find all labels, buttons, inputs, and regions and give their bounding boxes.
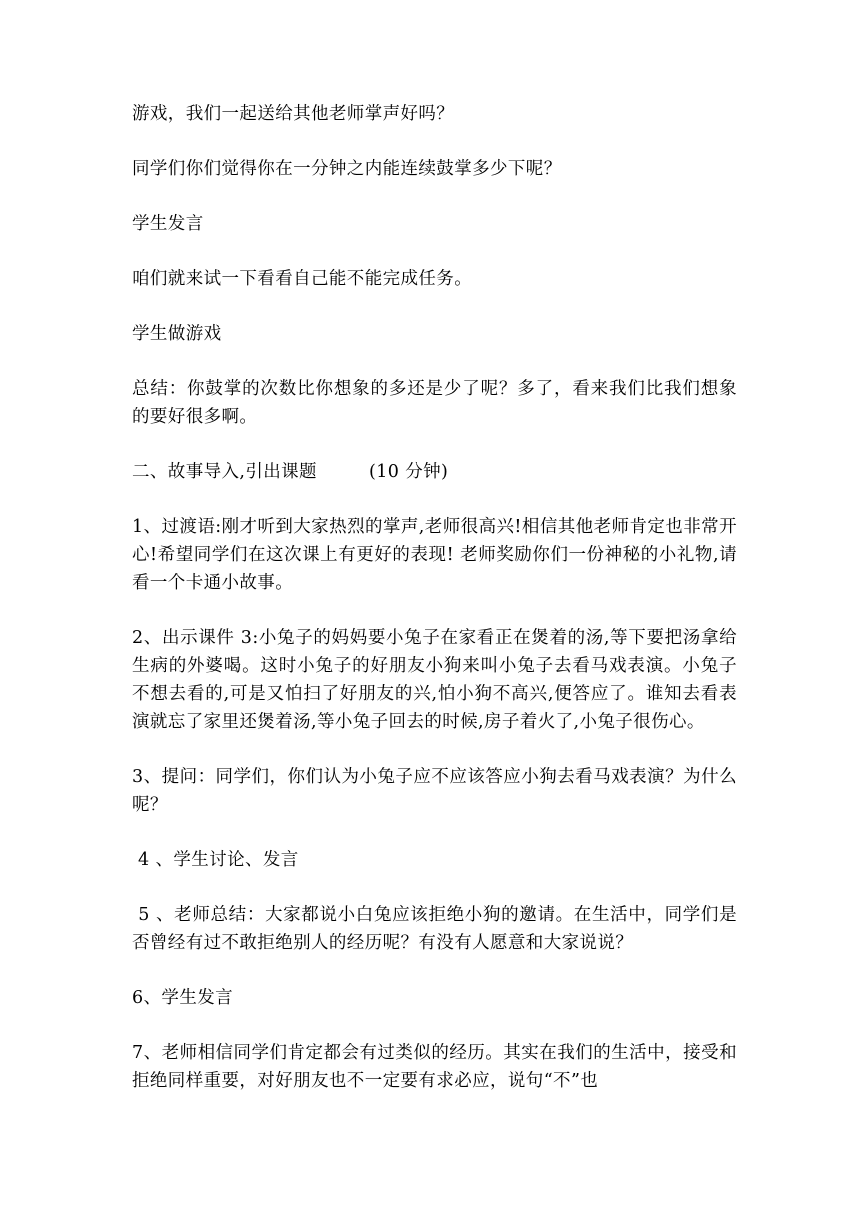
paragraph-student-speak: 学生发言: [132, 214, 204, 234]
document-body: [132, 100, 737, 1122]
paragraph-clap-question: 同学们你们觉得你在一分钟之内能连续鼓掌多少下呢？: [132, 159, 562, 179]
section-heading: [132, 458, 737, 486]
paragraph-story: 2、出示课件 3:小兔子的妈妈要小兔子在家看正在煲着的汤,等下要把汤拿给生病的外婆喝。这时小兔子的好朋友小狗来叫小兔子去看马戏表演。小兔子不想去看的,可是又怕扫了好朋友的兴,怕小狗不高兴,便答应了。谁知去看表演就忘了家里还煲着汤,等小兔子回去的时候,房子着火了,小兔子很伤心。: [132, 628, 737, 732]
paragraph-teacher-summary: 5 、老师总结：大家都说小白兔应该拒绝小狗的邀请。在生活中，同学们是否曾经有过不敢拒绝别人的经历呢？有没有人愿意和大家说说？: [132, 905, 737, 953]
paragraph-question: 3、提问：同学们，你们认为小兔子应不应该答应小狗去看马戏表演？为什么呢？: [132, 767, 737, 815]
section-heading-duration: (10 分钟): [368, 462, 449, 482]
paragraph-experience: 7、老师相信同学们肯定都会有过类似的经历。其实在我们的生活中，接受和拒绝同样重要，对好朋友也不一定要有求必应，说句“不”也: [132, 1043, 737, 1091]
paragraph-transition: 1、过渡语:刚才听到大家热烈的掌声,老师很高兴!相信其他老师肯定也非常开心!希望同学们在这次课上有更好的表现! 老师奖励你们一份神秘的小礼物,请看一个卡通小故事。: [132, 517, 737, 593]
section-heading-title: 二、故事导入,引出课题: [132, 462, 317, 482]
paragraph-summary: 总结：你鼓掌的次数比你想象的多还是少了呢？多了，看来我们比我们想象的要好很多啊。: [132, 379, 737, 427]
paragraph-student-speak-2: 6、学生发言: [132, 988, 234, 1008]
paragraph-try-task: 咱们就来试一下看看自己能不能完成任务。: [132, 269, 473, 289]
paragraph-student-game: 学生做游戏: [132, 324, 222, 344]
paragraph-discussion: 4 、学生讨论、发言: [132, 850, 299, 870]
paragraph-game-applause: 游戏，我们一起送给其他老师掌声好吗？: [132, 104, 455, 124]
